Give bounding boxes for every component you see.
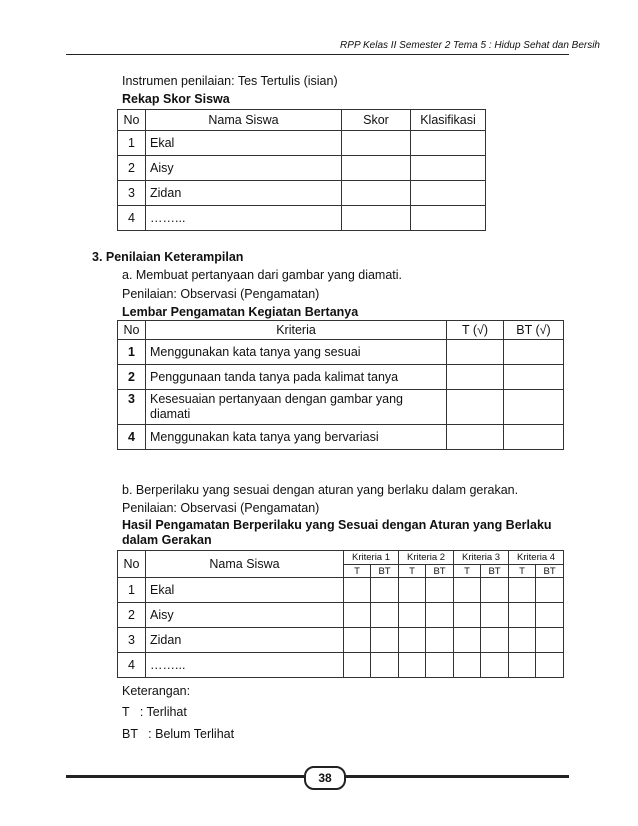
student-name: Zidan [146, 181, 342, 206]
row-number: 3 [118, 390, 146, 425]
bt-cell [504, 390, 564, 425]
row-number: 3 [118, 181, 146, 206]
table-row [118, 131, 486, 156]
sub-header-bt: BT [536, 565, 564, 578]
col-header: No [118, 321, 146, 340]
student-name: Ekal [146, 578, 344, 603]
keterangan-bt: BT : Belum Terlihat [122, 727, 235, 741]
table-row [118, 628, 564, 653]
col-header: Nama Siswa [146, 551, 344, 578]
bt-cell [504, 365, 564, 390]
row-number: 2 [118, 365, 146, 390]
criteria-header: Kriteria 3 [454, 551, 509, 565]
score-cell [342, 206, 411, 231]
table-title-gerakan: Hasil Pengamatan Berperilaku yang Sesuai dengan Aturan yang Berlaku dalam Gerakan [122, 518, 552, 547]
table-row [118, 365, 564, 390]
row-number: 3 [118, 628, 146, 653]
footer-rule-right [342, 775, 569, 778]
class-cell [411, 181, 486, 206]
item-b: b. Berperilaku yang sesuai dengan aturan yang berlaku dalam gerakan. [122, 483, 519, 497]
student-name: ……... [146, 206, 342, 231]
class-cell [411, 156, 486, 181]
criteria-text: Menggunakan kata tanya yang sesuai [146, 340, 447, 365]
sub-header-bt: BT [426, 565, 454, 578]
bt-cell [504, 340, 564, 365]
sub-header-t: T [399, 565, 426, 578]
t-cell [447, 340, 504, 365]
item-a: a. Membuat pertanyaan dari gambar yang diamati. [122, 268, 403, 282]
rekap-title: Rekap Skor Siswa [122, 92, 230, 106]
row-number: 4 [118, 206, 146, 231]
table-row [118, 653, 564, 678]
class-cell [411, 131, 486, 156]
student-name: ……... [146, 653, 344, 678]
table-row [118, 206, 486, 231]
criteria-text: Kesesuaian pertanyaan dengan gambar yang diamati [146, 390, 447, 425]
student-name: Aisy [146, 603, 344, 628]
student-name: Ekal [146, 131, 342, 156]
keterangan-t: T : Terlihat [122, 705, 187, 719]
criteria-header: Kriteria 1 [344, 551, 399, 565]
col-header: T (√) [447, 321, 504, 340]
criteria-text: Menggunakan kata tanya yang bervariasi [146, 425, 447, 450]
bt-cell [504, 425, 564, 450]
sub-header-bt: BT [481, 565, 509, 578]
table-header-row [118, 110, 486, 131]
table-title-bertanya: Lembar Pengamatan Kegiatan Bertanya [122, 305, 359, 319]
bertanya-table [117, 320, 564, 450]
row-number: 1 [118, 578, 146, 603]
student-name: Aisy [146, 156, 342, 181]
header-rule [66, 54, 569, 55]
col-header: Skor [342, 110, 411, 131]
table-row [118, 425, 564, 450]
criteria-header: Kriteria 2 [399, 551, 454, 565]
footer-rule-left [66, 775, 304, 778]
row-number: 4 [118, 425, 146, 450]
row-number: 4 [118, 653, 146, 678]
table-row [118, 340, 564, 365]
running-header: RPP Kelas II Semester 2 Tema 5 : Hidup Sehat dan Bersih [340, 40, 600, 51]
col-header: Klasifikasi [411, 110, 486, 131]
t-cell [447, 390, 504, 425]
row-number: 2 [118, 156, 146, 181]
score-cell [342, 156, 411, 181]
col-header: Nama Siswa [146, 110, 342, 131]
student-name: Zidan [146, 628, 344, 653]
table-row [118, 181, 486, 206]
rekap-table [117, 109, 486, 231]
sub-header-t: T [454, 565, 481, 578]
penilaian-b: Penilaian: Observasi (Pengamatan) [122, 501, 320, 515]
table-row [118, 578, 564, 603]
keterangan-label: Keterangan: [122, 684, 191, 698]
sub-header-bt: BT [371, 565, 399, 578]
section-3-title: 3. Penilaian Keterampilan [92, 250, 244, 264]
penilaian-a: Penilaian: Observasi (Pengamatan) [122, 287, 320, 301]
sub-header-t: T [509, 565, 536, 578]
table-row [118, 390, 564, 425]
score-cell [342, 131, 411, 156]
score-cell [342, 181, 411, 206]
table-row [118, 603, 564, 628]
t-cell [447, 365, 504, 390]
row-number: 2 [118, 603, 146, 628]
page-number: 38 [304, 766, 346, 790]
sub-header-t: T [344, 565, 371, 578]
t-cell [447, 425, 504, 450]
col-header: Kriteria [146, 321, 447, 340]
class-cell [411, 206, 486, 231]
instrument-label: Instrumen penilaian: Tes Tertulis (isian) [122, 74, 338, 88]
col-header: No [118, 110, 146, 131]
criteria-text: Penggunaan tanda tanya pada kalimat tanya [146, 365, 447, 390]
criteria-header: Kriteria 4 [509, 551, 564, 565]
row-number: 1 [118, 131, 146, 156]
table-header-row [118, 551, 564, 565]
row-number: 1 [118, 340, 146, 365]
table-header-row [118, 321, 564, 340]
table-row [118, 156, 486, 181]
col-header: BT (√) [504, 321, 564, 340]
col-header: No [118, 551, 146, 578]
gerakan-table [117, 550, 564, 678]
